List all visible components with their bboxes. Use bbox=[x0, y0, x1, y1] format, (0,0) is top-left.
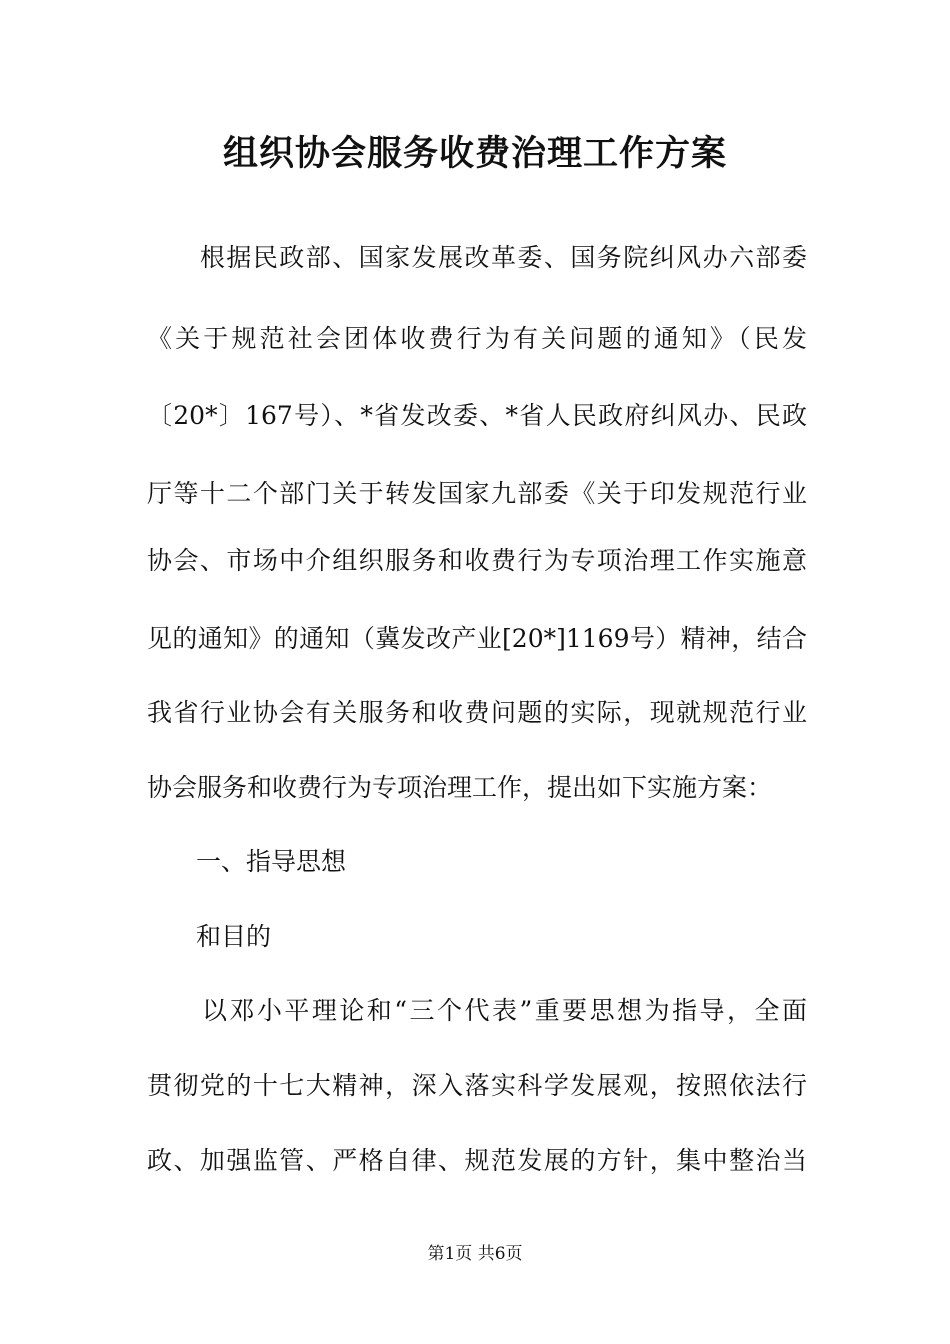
paragraph-1-line-6: 见的通知》的通知（冀发改产业[20*]1169号）精神，结合 bbox=[147, 624, 807, 653]
paragraph-1-line-3: 〔20*〕167号）、*省发改委、*省人民政府纠风办、民政 bbox=[147, 401, 807, 430]
paragraph-1-line-1: 根据民政部、国家发展改革委、国务院纠风办六部委 bbox=[147, 243, 807, 272]
paragraph-1-line-7: 我省行业协会有关服务和收费问题的实际，现就规范行业 bbox=[147, 698, 807, 727]
section-heading-1: 一、指导思想 bbox=[196, 847, 347, 876]
paragraph-1-line-2: 《关于规范社会团体收费行为有关问题的通知》（民发 bbox=[147, 324, 807, 353]
document-title: 组织协会服务收费治理工作方案 bbox=[222, 133, 727, 174]
paragraph-2-line-3: 政、加强监管、严格自律、规范发展的方针，集中整治当 bbox=[147, 1146, 807, 1175]
paragraph-2-line-2: 贯彻党的十七大精神，深入落实科学发展观，按照依法行 bbox=[147, 1071, 807, 1100]
paragraph-1-line-4: 厅等十二个部门关于转发国家九部委《关于印发规范行业 bbox=[147, 479, 807, 508]
paragraph-1-line-8: 协会服务和收费行为专项治理工作，提出如下实施方案： bbox=[147, 773, 773, 802]
paragraph-1-line-5: 协会、市场中介组织服务和收费行为专项治理工作实施意 bbox=[147, 546, 807, 575]
page-number-footer: 第1页 共6页 bbox=[427, 1244, 523, 1264]
section-heading-1-continued: 和目的 bbox=[196, 922, 272, 951]
paragraph-2-line-1: 以邓小平理论和“三个代表”重要思想为指导，全面 bbox=[147, 996, 807, 1025]
